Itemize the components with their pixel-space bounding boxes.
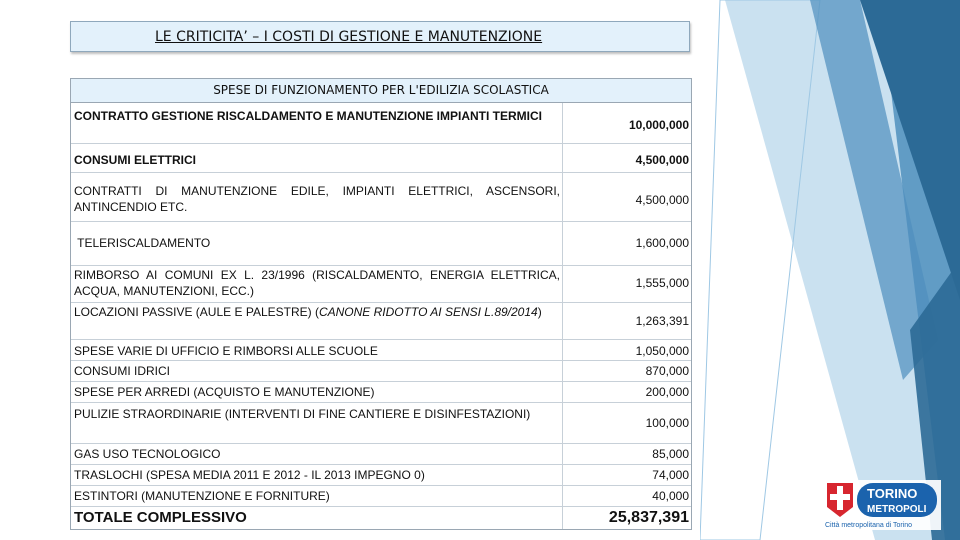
table-row: [71, 144, 691, 172]
row-value: 1,600,000: [635, 236, 689, 250]
row-description: SPESE VARIE DI UFFICIO E RIMBORSI ALLE SCUOLE: [74, 344, 378, 358]
row-description: CONSUMI IDRICI: [74, 364, 170, 378]
row-value: 1,050,000: [635, 344, 689, 358]
row-value: 40,000: [652, 489, 689, 503]
slide-title: [70, 21, 690, 52]
table-row: [71, 340, 691, 360]
row-description: PULIZIE STRAORDINARIE (INTERVENTI DI FINE CANTIERE E DISINFESTAZIONI): [74, 407, 531, 421]
logo-cross-horizontal: [830, 494, 850, 500]
total-value: 25,837,391: [608, 509, 689, 526]
row-description: TELERISCALDAMENTO: [74, 236, 211, 250]
row-value: 85,000: [652, 447, 689, 461]
row-description: ESTINTORI (MANUTENZIONE E FORNITURE): [74, 489, 330, 503]
logo-tagline: Città metropolitana di Torino: [825, 522, 913, 529]
table-row: [71, 382, 691, 402]
table-row: [71, 486, 691, 506]
total-label: TOTALE COMPLESSIVO: [74, 509, 247, 526]
total-row: [71, 507, 691, 529]
row-value: 200,000: [645, 385, 689, 399]
slide-title-text: LE CRITICITA’ – I COSTI DI GESTIONE E MANUTENZIONE: [155, 29, 543, 45]
table-row: [71, 361, 691, 381]
table-row: [71, 303, 691, 339]
row-value: 1,555,000: [635, 276, 689, 290]
logo-graphic: [823, 480, 941, 530]
table-row: [71, 222, 691, 265]
row-value: 870,000: [645, 364, 689, 378]
table-row: [71, 266, 691, 302]
row-description: CONTRATTO GESTIONE RISCALDAMENTO E MANUTENZIONE IMPIANTI TERMICI: [74, 109, 542, 123]
row-description: GAS USO TECNOLOGICO: [74, 447, 221, 461]
cost-table: [70, 78, 692, 530]
row-value: 4,500,000: [635, 193, 689, 207]
table-row: [71, 465, 691, 485]
logo-line1: TORINO: [867, 486, 918, 501]
row-value: 100,000: [645, 416, 689, 430]
row-description: [74, 304, 560, 320]
row-description-text: LOCAZIONI PASSIVE (AULE E PALESTRE) (: [74, 305, 319, 319]
row-description-italic: CANONE RIDOTTO AI SENSI L.89/2014: [318, 305, 538, 319]
torino-metropoli-logo: [823, 480, 941, 530]
decorative-background-shapes: [700, 0, 960, 540]
table-row: [71, 444, 691, 464]
row-description: CONSUMI ELETTRICI: [74, 153, 196, 167]
row-value: 4,500,000: [635, 153, 689, 167]
logo-line2: METROPOLI: [867, 504, 927, 515]
row-description: CONTRATTI DI MANUTENZIONE EDILE, IMPIANTI ELETTRICI, ASCENSORI, ANTINCENDIO ETC.: [74, 184, 560, 214]
table-row: [71, 403, 691, 443]
table-row: [71, 173, 691, 221]
table-header: SPESE DI FUNZIONAMENTO PER L'EDILIZIA SCOLASTICA: [71, 79, 691, 103]
row-value: 74,000: [652, 468, 689, 482]
row-description: SPESE PER ARREDI (ACQUISTO E MANUTENZIONE): [74, 385, 375, 399]
row-value: 1,263,391: [635, 314, 689, 328]
row-description: RIMBORSO AI COMUNI EX L. 23/1996 (RISCALDAMENTO, ENERGIA ELETTRICA, ACQUA, MANUTENZIONI, ECC.): [74, 268, 560, 298]
row-description: TRASLOCHI (SPESA MEDIA 2011 E 2012 - IL 2013 IMPEGNO 0): [74, 468, 425, 482]
row-description-close: ): [537, 305, 542, 319]
row-value: 10,000,000: [628, 118, 689, 132]
table-row: [71, 105, 691, 143]
